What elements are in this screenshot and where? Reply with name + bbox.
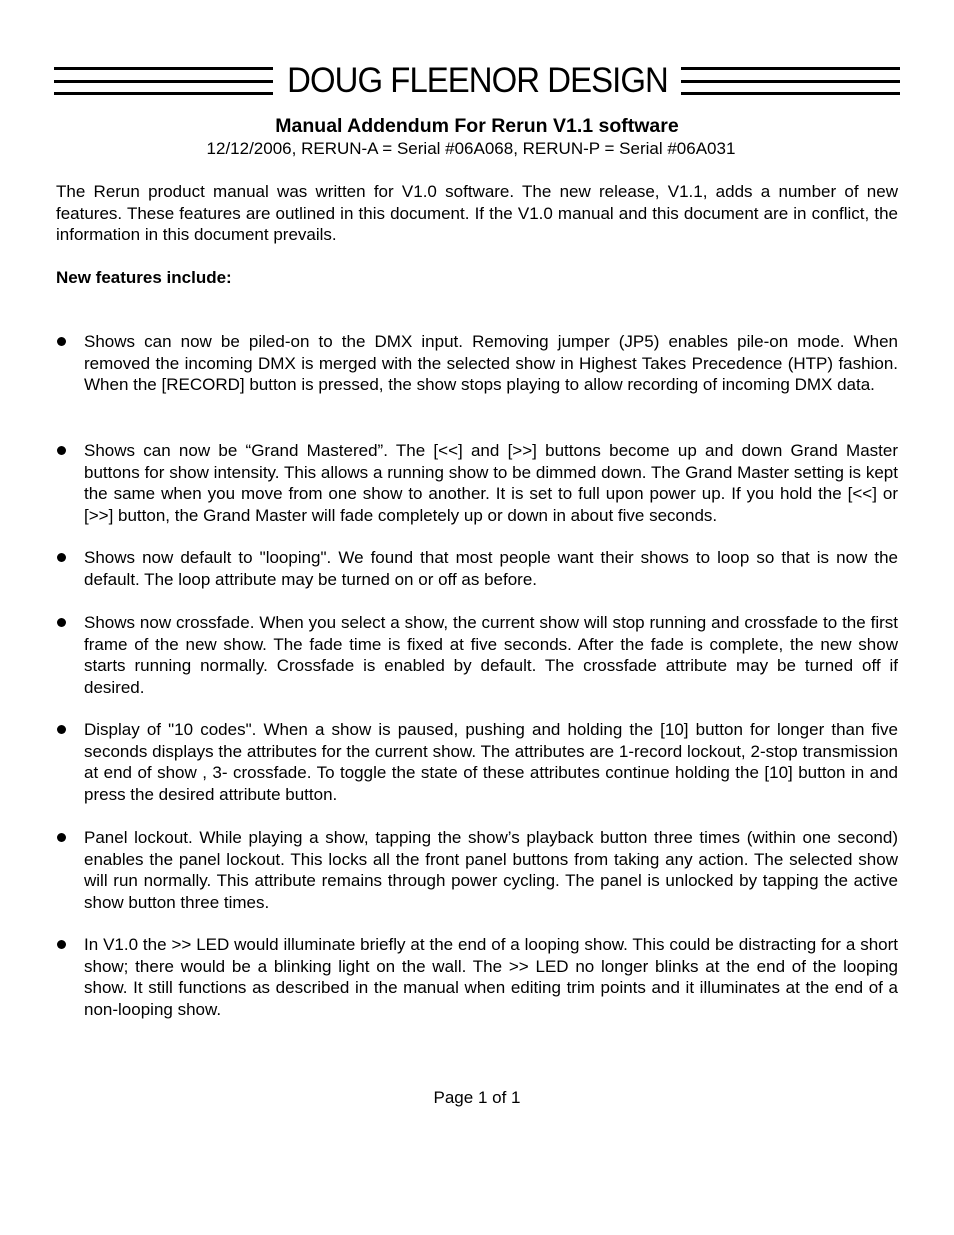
letterhead-rules-left xyxy=(54,67,273,95)
feature-item-pile-on: Shows can now be piled-on to the DMX input. Removing jumper (JP5) enables pile-on mode. When removed the incoming DMX is merged with the selected show in Highest Takes Precedence (HTP) fashion. When the [RECORD] button is pressed, the show stops playing to allow recording of incoming DMX data. xyxy=(84,332,898,394)
feature-item-panel-lockout: Panel lockout. While playing a show, tapping the show’s playback button three times (within one second) enables the panel lockout. This locks all the front panel buttons from taking any action. The selected show will run normally. This attribute remains through power cycling. The panel is unlocked by tapping the active show button three times. xyxy=(84,828,898,912)
feature-item-led: In V1.0 the >> LED would illuminate briefly at the end of a looping show. This could be distracting for a short show; there would be a blinking light on the wall. The >> LED no longer blinks at the end of the looping show. It still functions as described in the manual when editing trim points and it illuminates at the end of a non-looping show. xyxy=(84,935,898,1019)
bullet-icon xyxy=(57,553,66,562)
features-heading: New features include: xyxy=(56,268,232,287)
feature-item-looping: Shows now default to "looping". We found that most people want their shows to loop so that is now the default. The loop attribute may be turned on or off as before. xyxy=(84,548,898,589)
bullet-icon xyxy=(57,337,66,346)
document-subtitle: 12/12/2006, RERUN-A = Serial #06A068, RERUN-P = Serial #06A031 xyxy=(206,139,736,158)
page-number: Page 1 of 1 xyxy=(433,1088,521,1107)
intro-paragraph: The Rerun product manual was written for V1.0 software. The new release, V1.1, adds a number of new features. These features are outlined in this document. If the V1.0 manual and this document are in conflict, the information in this document prevails. xyxy=(56,182,898,244)
bullet-icon xyxy=(57,618,66,627)
bullet-icon xyxy=(57,833,66,842)
bullet-icon xyxy=(57,725,66,734)
company-name: DOUG FLEENOR DESIGN xyxy=(286,61,668,100)
letterhead-rules-right xyxy=(681,67,900,95)
letterhead xyxy=(54,62,900,100)
bullet-icon xyxy=(57,940,66,949)
feature-item-grand-master: Shows can now be “Grand Mastered”. The [<<] and [>>] buttons become up and down Grand Master buttons for show intensity. This allows a running show to be dimmed down. The Grand Master setting is kept the same when you move from one show to another. It is set to full upon power up. If you hold the [<<] or [>>] button, the Grand Master will fade completely up or down in about five seconds. xyxy=(84,441,898,525)
feature-item-10-codes: Display of "10 codes". When a show is paused, pushing and holding the [10] button for longer than five seconds displays the attributes for the current show. The attributes are 1-record lockout, 2-stop transmission at end of show , 3- crossfade. To toggle the state of these attributes continue holding the [10] button in and press the desired attribute button. xyxy=(84,720,898,804)
feature-item-crossfade: Shows now crossfade. When you select a show, the current show will stop running and crossfade to the first frame of the new show. The fade time is fixed at five seconds. After the fade is complete, the new show starts running normally. Crossfade is enabled by default. The crossfade attribute may be turned off if desired. xyxy=(84,613,898,697)
bullet-icon xyxy=(57,446,66,455)
document-title: Manual Addendum For Rerun V1.1 software xyxy=(275,115,679,137)
